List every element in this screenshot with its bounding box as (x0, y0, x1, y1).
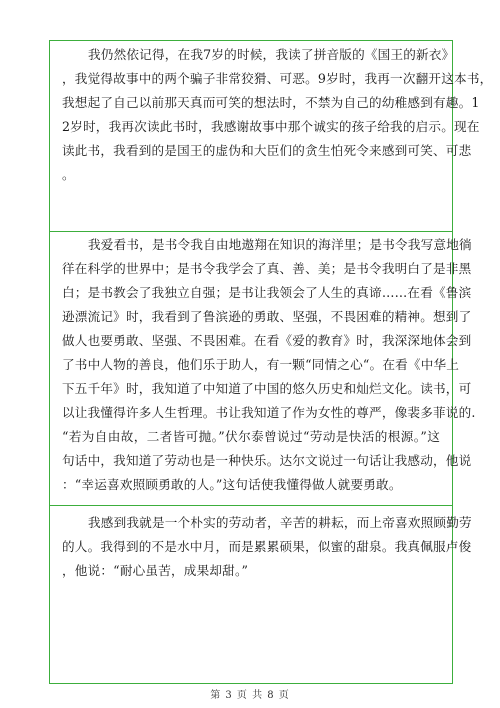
paragraph-1 (50, 43, 493, 187)
text-line: 。 (62, 167, 75, 182)
text-line: 我爱看书，是书令我自由地遨翔在知识的海洋里；是书令我写意地徜 (88, 237, 472, 252)
text-line: 我感到我就是一个朴实的劳动者，辛苦的耕耘，而上帝喜欢照顾勤劳 (88, 515, 472, 530)
text-line: 下五千年》时，我知道了中知道了中国的悠久历史和灿烂文化。读书，可 (62, 381, 472, 396)
page-number-footer: 第 3 页 共 8 页 (210, 690, 290, 701)
text-line: 了书中人物的善良，他们乐于助人，有一颗“同情之心“。在看《中华上 (62, 357, 460, 372)
text-line: 白；是书教会了我独立自强；是书让我领会了人生的真谛……在看《鲁滨 (62, 285, 472, 300)
paragraph-divider (50, 231, 452, 232)
paragraph-2 (50, 233, 476, 497)
text-line: 的人。我得到的不是水中月，而是累累硕果，似蜜的甜泉。我真佩服卢俊 (62, 539, 472, 554)
text-line: ，我觉得故事中的两个骗子非常狡猾、可恶。9岁时，我再一次翻开这本书， (62, 71, 493, 86)
text-line: 徉在科学的世界中；是书令我学会了真、善、美；是书令我明白了是非黑 (62, 261, 472, 276)
text-line: 以让我懂得许多人生哲理。书让我知道了作为女性的尊严，像裴多菲说的. (62, 405, 476, 420)
paragraph-3 (50, 511, 472, 583)
text-line: ，他说：“耐心虽苦，成果却甜。” (62, 563, 249, 578)
text-line: 我想起了自己以前那天真而可笑的想法时，不禁为自己的幼稚感到有趣。1 (62, 95, 480, 110)
text-line: “若为自由故，二者皆可抛。”伏尔泰曾说过“劳动是快活的根源。”这 (62, 429, 440, 444)
text-line: 读此书，我看到的是国王的虚伪和大臣们的贪生怕死令来感到可笑、可悲 (62, 143, 472, 158)
text-line: 句话中，我知道了劳动也是一种快乐。达尔文说过一句话让我感动，他说 (62, 453, 472, 468)
text-line: 我仍然依记得，在我7岁的时候，我读了拼音版的《国王的新衣》 (88, 47, 455, 62)
text-line: 做人也要勇敢、坚强、不畏困难。在看《爱的教育》时，我深深地体会到 (62, 333, 472, 348)
text-line: 2岁时，我再次读此书时，我感谢故事中那个诚实的孩子给我的启示。现在 (62, 119, 480, 134)
text-line: ：“幸运喜欢照顾勇敢的人。”这句话使我懂得做人就要勇敢。 (62, 477, 402, 492)
document-frame (49, 40, 493, 684)
paragraph-divider (50, 505, 452, 506)
text-line: 逊漂流记》时，我看到了鲁滨逊的勇敢、坚强，不畏困难的精神。想到了 (62, 309, 472, 324)
